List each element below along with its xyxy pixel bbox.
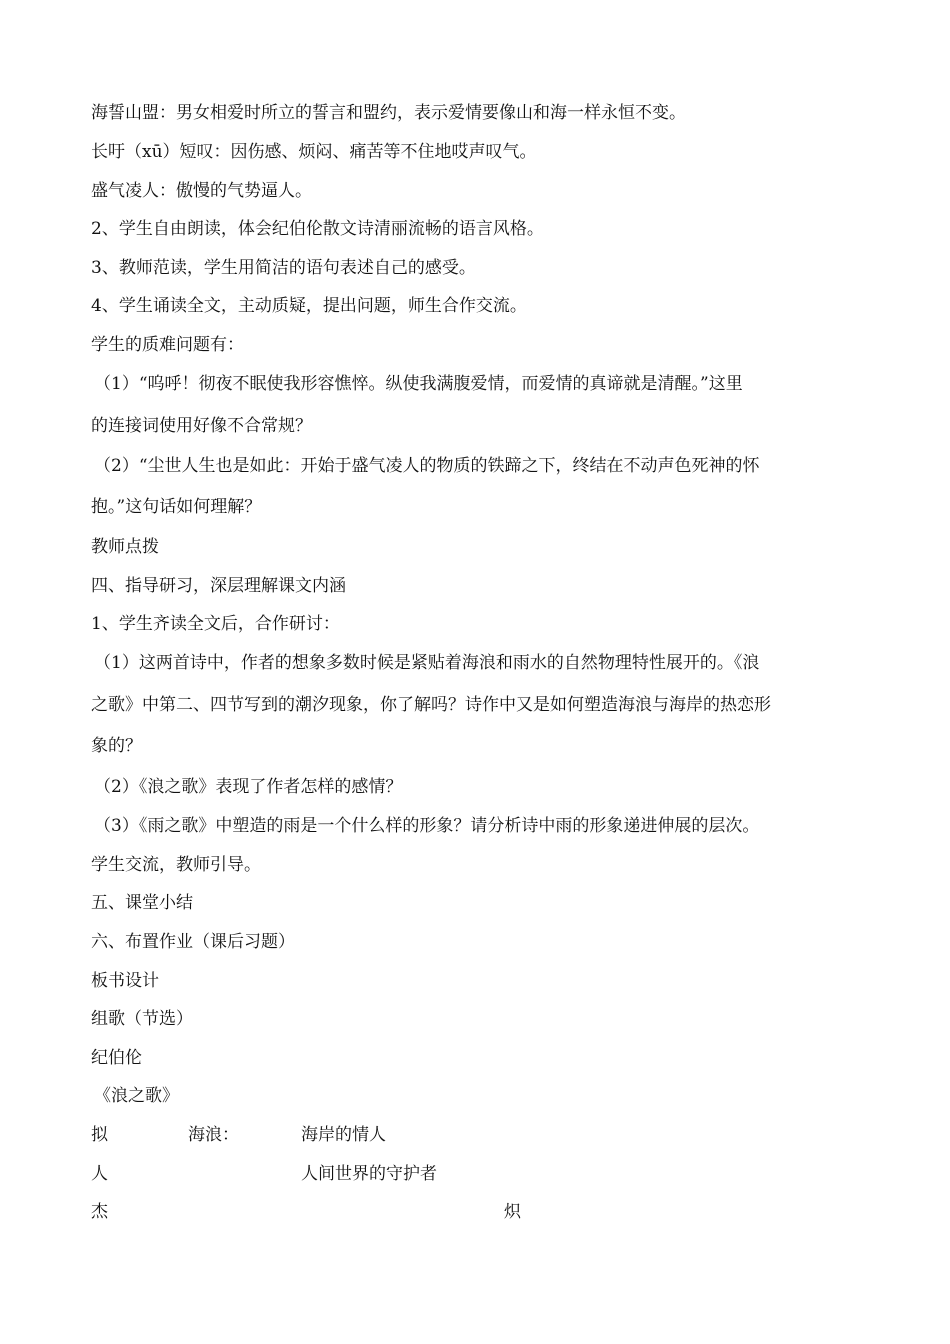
text-line: 《浪之歌》 xyxy=(94,1086,179,1106)
section-heading: 六、布置作业（课后习题） xyxy=(91,932,295,952)
text-line: 教师点拨 xyxy=(91,537,159,557)
text-line: （1）这两首诗中，作者的想象多数时候是紧贴着海浪和雨水的自然物理特性展开的。《浪 xyxy=(94,653,760,673)
board-cell: 海岸的情人 xyxy=(301,1125,386,1145)
text-line: 板书设计 xyxy=(91,971,159,991)
text-line: 组歌（节选） xyxy=(91,1009,193,1029)
board-cell: 拟 xyxy=(91,1125,108,1145)
text-line: 2、学生自由朗读，体会纪伯伦散文诗清丽流畅的语言风格。 xyxy=(91,219,544,239)
board-cell: 人 xyxy=(91,1164,108,1184)
text-line: 1、学生齐读全文后，合作研讨： xyxy=(91,614,340,634)
section-heading: 五、课堂小结 xyxy=(91,893,193,913)
text-line: 学生的质难问题有： xyxy=(91,335,244,355)
text-line: 的连接词使用好像不合常规？ xyxy=(91,416,312,436)
text-line: 海誓山盟：男女相爱时所立的誓言和盟约，表示爱情要像山和海一样永恒不变。 xyxy=(91,103,686,123)
text-line: 长吁（xū）短叹：因伤感、烦闷、痛苦等不住地哎声叹气。 xyxy=(91,142,537,162)
text-line: （2）《浪之歌》表现了作者怎样的感情？ xyxy=(94,777,403,797)
text-line: 学生交流，教师引导。 xyxy=(91,855,261,875)
section-heading: 四、指导研习，深层理解课文内涵 xyxy=(91,576,346,596)
text-line: （1）“呜呼！彻夜不眠使我形容憔悴。纵使我满腹爱情，而爱情的真谛就是清醒。”这里 xyxy=(94,374,743,394)
text-line: 3、教师范读，学生用简洁的语句表述自己的感受。 xyxy=(91,258,476,278)
text-line: 4、学生诵读全文，主动质疑，提出问题，师生合作交流。 xyxy=(91,296,527,316)
text-line: 盛气凌人：傲慢的气势逼人。 xyxy=(91,181,312,201)
board-cell: 海浪： xyxy=(188,1125,239,1145)
board-cell: 人间世界的守护者 xyxy=(301,1164,437,1184)
board-cell: 杰 xyxy=(91,1202,108,1222)
text-line: （3）《雨之歌》中塑造的雨是一个什么样的形象？请分析诗中雨的形象递进伸展的层次。 xyxy=(94,816,760,836)
text-line: 象的？ xyxy=(91,736,142,756)
board-cell: 炽 xyxy=(504,1202,521,1222)
text-line: （2）“尘世人生也是如此：开始于盛气凌人的物质的铁蹄之下，终结在不动声色死神的怀 xyxy=(94,456,760,476)
text-line: 之歌》中第二、四节写到的潮汐现象，你了解吗？诗作中又是如何塑造海浪与海岸的热恋形 xyxy=(91,695,771,715)
text-line: 抱。”这句话如何理解？ xyxy=(91,497,262,517)
text-line: 纪伯伦 xyxy=(91,1048,142,1068)
